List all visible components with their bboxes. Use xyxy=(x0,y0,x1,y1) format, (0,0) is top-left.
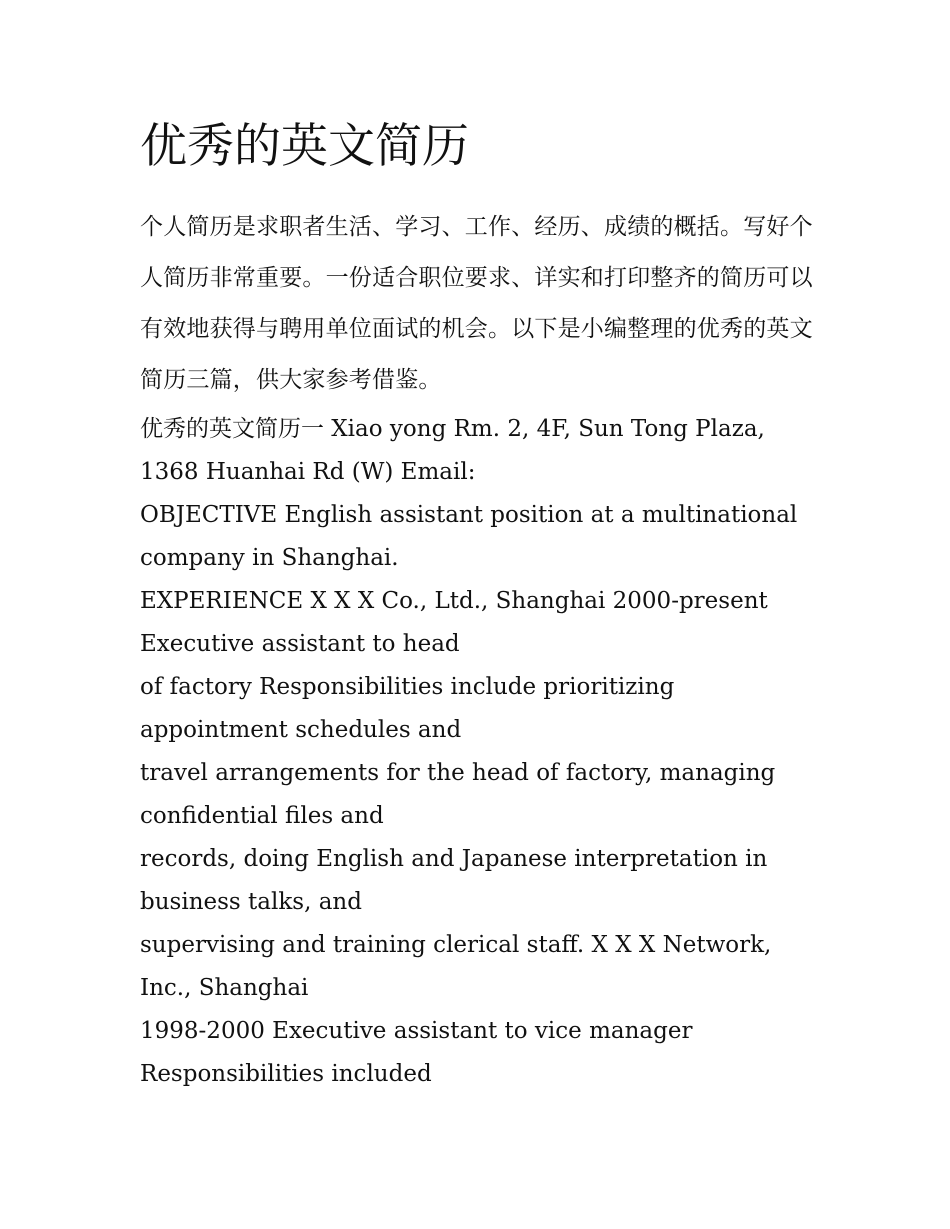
intro-paragraph: 个人简历是求职者生活、学习、工作、经历、成绩的概括。写好个人简历非常重要。一份适合职位要求、详实和打印整齐的简历可以有效地获得与聘用单位面试的机会。以下是小编整理的优秀的英文简历三篇，供大家参考借鉴。 xyxy=(140,214,813,393)
supervising-line: supervising and training clerical staff. X X X Network, Inc., Shanghai xyxy=(140,932,772,1001)
executive-assistant-line: 1998-2000 Executive assistant to vice manager Responsibilities included xyxy=(140,1018,693,1087)
records-line: records, doing English and Japanese interpretation in business talks, and xyxy=(140,846,768,915)
experience-line: EXPERIENCE X X X Co., Ltd., Shanghai 2000-present Executive assistant to head xyxy=(140,588,768,657)
document-title: 优秀的英文简历 xyxy=(140,119,469,174)
objective-line: OBJECTIVE English assistant position at a multinational company in Shanghai. xyxy=(140,502,798,571)
responsibilities-line: of factory Responsibilities include prioritizing appointment schedules and xyxy=(140,674,675,743)
travel-line: travel arrangements for the head of factory, managing confidential files and xyxy=(140,760,776,829)
resume-header-line: 优秀的英文简历一 Xiao yong Rm. 2, 4F, Sun Tong Plaza, 1368 Huanhai Rd (W) Email: xyxy=(140,416,765,485)
